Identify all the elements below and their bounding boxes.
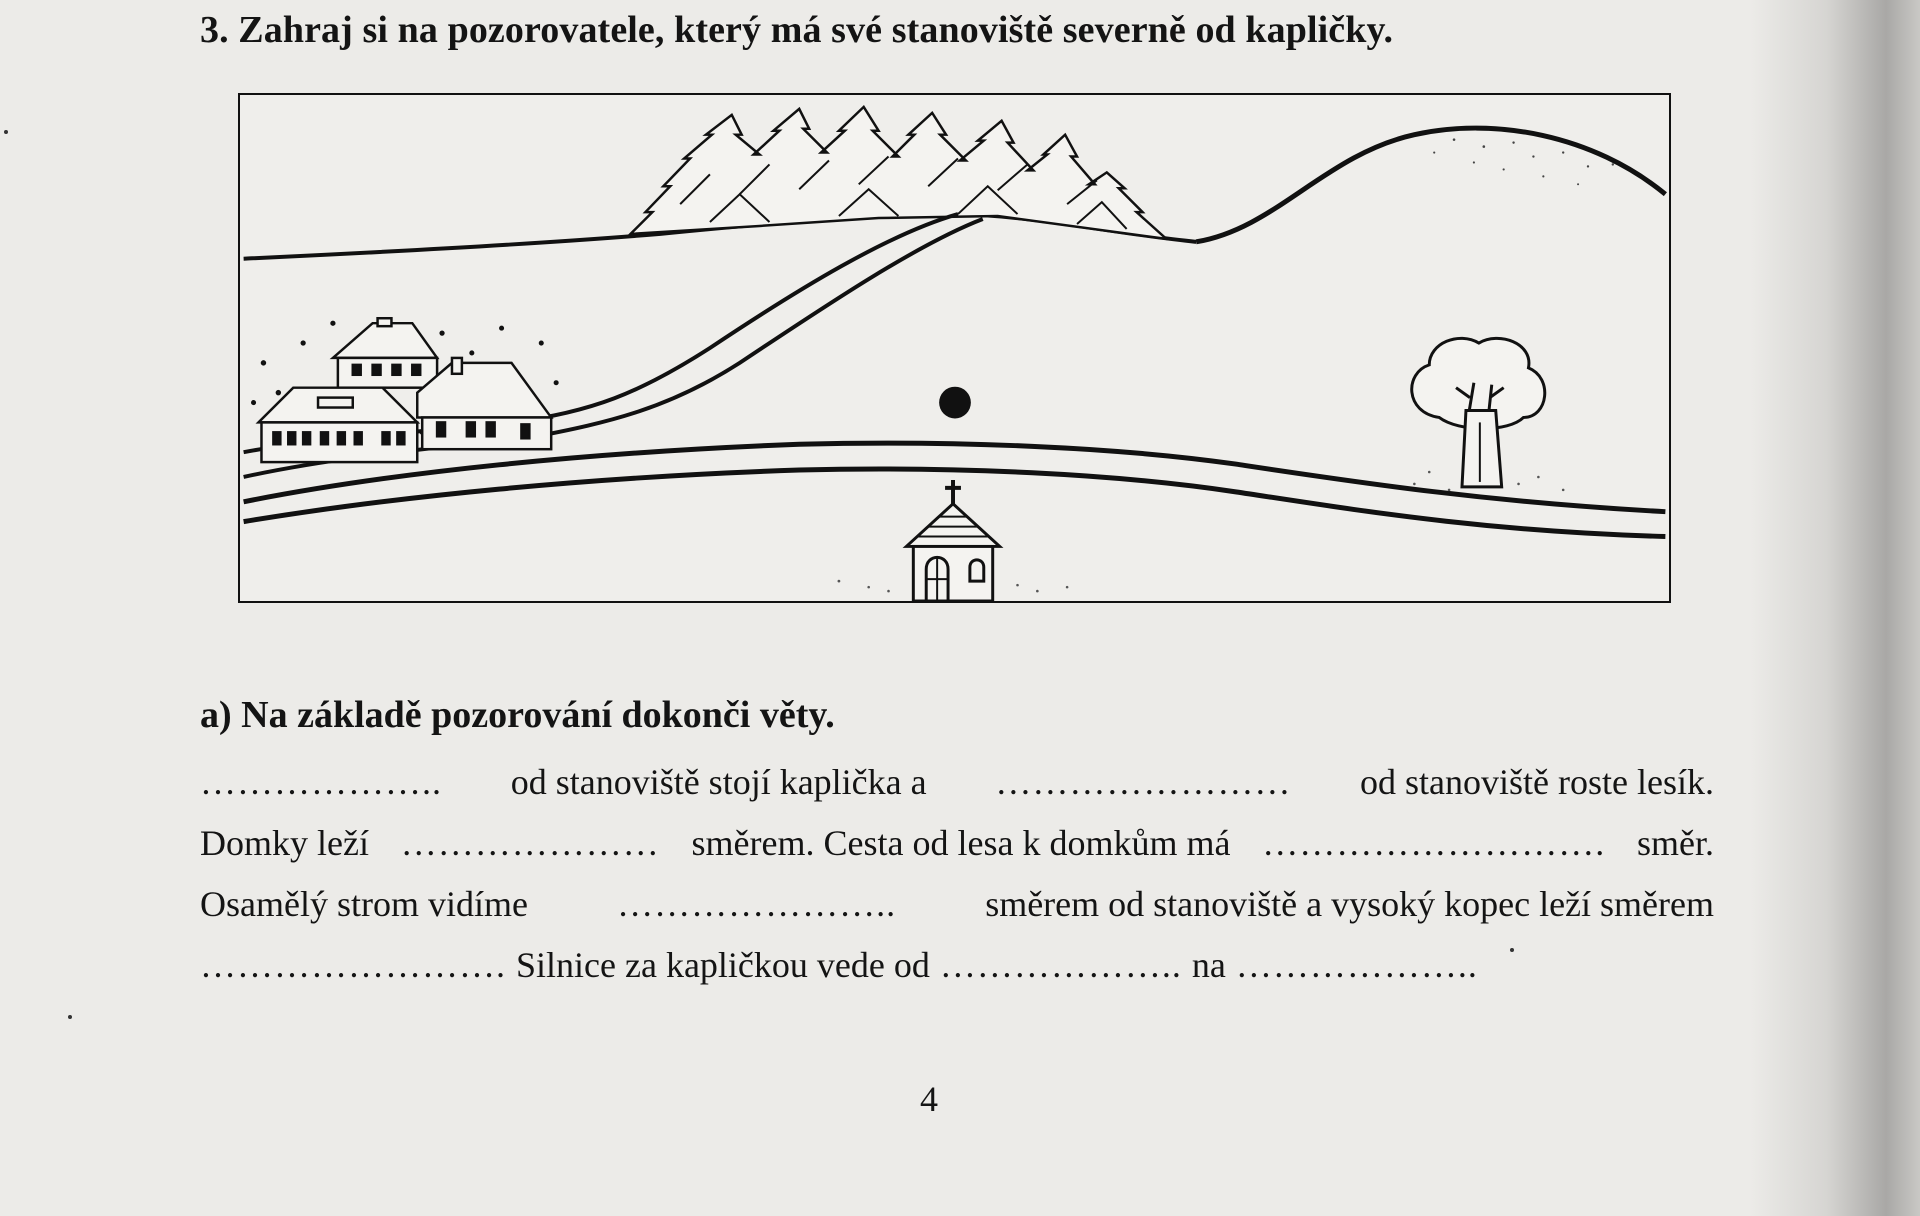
fill-in-exercise xyxy=(200,752,1714,996)
page-number: 4 xyxy=(920,1079,938,1119)
landscape-figure xyxy=(238,93,1671,603)
answer-blank[interactable]: ……………….. xyxy=(939,945,1182,985)
sentence-text: od stanoviště stojí kaplička a xyxy=(510,762,927,802)
scan-speck xyxy=(4,130,8,134)
forest-icon xyxy=(631,107,1167,239)
chapel-icon xyxy=(838,480,1069,601)
page-edge-shadow xyxy=(1750,0,1920,1216)
tree-icon xyxy=(1412,338,1565,491)
sentence-text: směrem od stanoviště a vysoký kopec leží směrem xyxy=(985,884,1714,924)
exercise-line-4 xyxy=(200,935,1714,996)
answer-blank[interactable]: ………………….. xyxy=(617,884,897,924)
houses-icon xyxy=(252,318,557,462)
answer-blank[interactable]: …………………… xyxy=(995,762,1292,802)
exercise-line-3 xyxy=(200,874,1714,935)
sentence-text: směr. xyxy=(1637,823,1714,863)
answer-blank[interactable]: ………………… xyxy=(400,823,660,863)
answer-blank[interactable]: ……………….. xyxy=(200,762,442,802)
scan-speck xyxy=(1510,948,1514,952)
task-title: 3. Zahraj si na pozorovatele, který má své stanoviště severně od kapličky. xyxy=(200,9,1394,51)
exercise-heading: a) Na základě pozorování dokonči věty. xyxy=(200,694,835,736)
scan-speck xyxy=(68,1015,72,1019)
hill-icon xyxy=(1196,128,1665,242)
answer-blank[interactable]: ……………….. xyxy=(1235,945,1478,985)
answer-blank[interactable]: ……………………. xyxy=(200,945,506,985)
sentence-text: od stanoviště roste lesík. xyxy=(1360,762,1714,802)
observer-dot-icon xyxy=(939,387,971,419)
sentence-text: Domky leží xyxy=(200,823,369,863)
sentence-text: Silnice za kapličkou vede od xyxy=(516,945,930,985)
sentence-text: Osamělý strom vidíme xyxy=(200,884,528,924)
sentence-text: směrem. Cesta od lesa k domkům má xyxy=(691,823,1231,863)
exercise-line-1 xyxy=(200,752,1714,813)
sentence-text: na xyxy=(1191,945,1226,985)
answer-blank[interactable]: ………………………. xyxy=(1262,823,1606,863)
exercise-line-2 xyxy=(200,813,1714,874)
